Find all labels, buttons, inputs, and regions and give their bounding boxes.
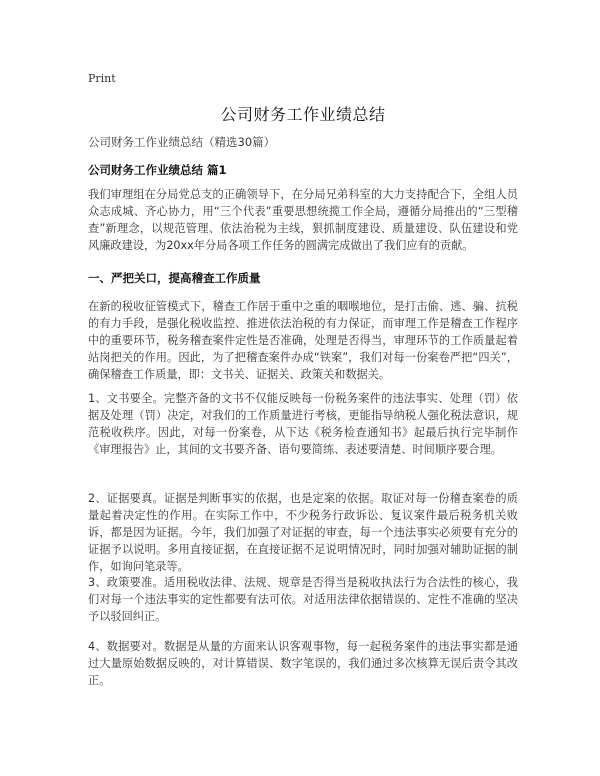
section-paragraph: 在新的税收征管模式下，稽查工作居于重中之重的咽喉地位，是打击偷、逃、骗、抗税的有力手段，是强化税收监控、推进依法治税的有力保证，而审理工作是稽查工作程序中的重要环节，税务稽查案件定性是否准确，处理是否得当，审理环节的工作质量起着站岗把关的作用。因此，为了把稽查案件办成“铁案”，我们对每一份案卷严把“四关”，确保稽查工作质量，即：文书关、证据关、政策关和数据关。: [88, 300, 518, 381]
list-item-evidence: 2、证据要真。证据是判断事实的依据，也是定案的依据。取证对每一份稽查案卷的质量起着决定性的作用。在实际工作中，不少税务行政诉讼、复议案件最后税务机关败诉，都是因为证据。今年，我们加强了对证据的审查，每一个违法事实必须要有充分的证据予以说明。多用直接证据，在直接证据不足说明情况时，同时加强对辅助证据的制作，如询问笔录等。: [88, 492, 518, 573]
subtitle: 公司财务工作业绩总结（精选30篇）: [88, 135, 276, 149]
part-heading: 公司财务工作业绩总结 篇1: [88, 163, 227, 177]
print-label[interactable]: Print: [88, 72, 116, 85]
page-title: 公司财务工作业绩总结: [220, 105, 386, 124]
list-item-documents: 1、文书要全。完整齐备的文书不仅能反映每一份税务案件的违法事实、处理（罚）依据及处理（罚）决定，对我们的工作质量进行考核，更能指导纳税人强化税法意识，规范税收秩序。因此，对每一份案卷，从下达《税务检查通知书》起最后执行完毕制作《审理报告》止，其间的文书要齐备、语句要简练、表述要清楚、时间顺序要合理。: [88, 392, 518, 456]
section-heading: 一、严把关口，提高稽查工作质量: [88, 271, 261, 285]
intro-paragraph: 我们审理组在分局党总支的正确领导下，在分局兄弟科室的大力支持配合下，全组人员众志成城、齐心协力，用“三个代表”重要思想统揽工作全局，遵循分局推出的“三型稽查”新理念，以规范管理、依法治税为主线，狠抓制度建设、质量建设、队伍建设和党风廉政建设，为20xx年分局各项工作任务的圆满完成做出了我们应有的贡献。: [88, 188, 518, 252]
list-item-policy: 3、政策要准。适用税收法律、法规、规章是否得当是税收执法行为合法性的核心，我们对每一个违法事实的定性都要有法可依。对适用法律依据错误的、定性不准确的坚决予以驳回纠正。: [88, 576, 518, 623]
list-item-data: 4、数据要对。数据是从量的方面来认识客观事物，每一起税务案件的违法事实都是通过大量原始数据反映的，对计算错误、数字笔误的，我们通过多次核算无误后责令其改正。: [88, 640, 518, 687]
